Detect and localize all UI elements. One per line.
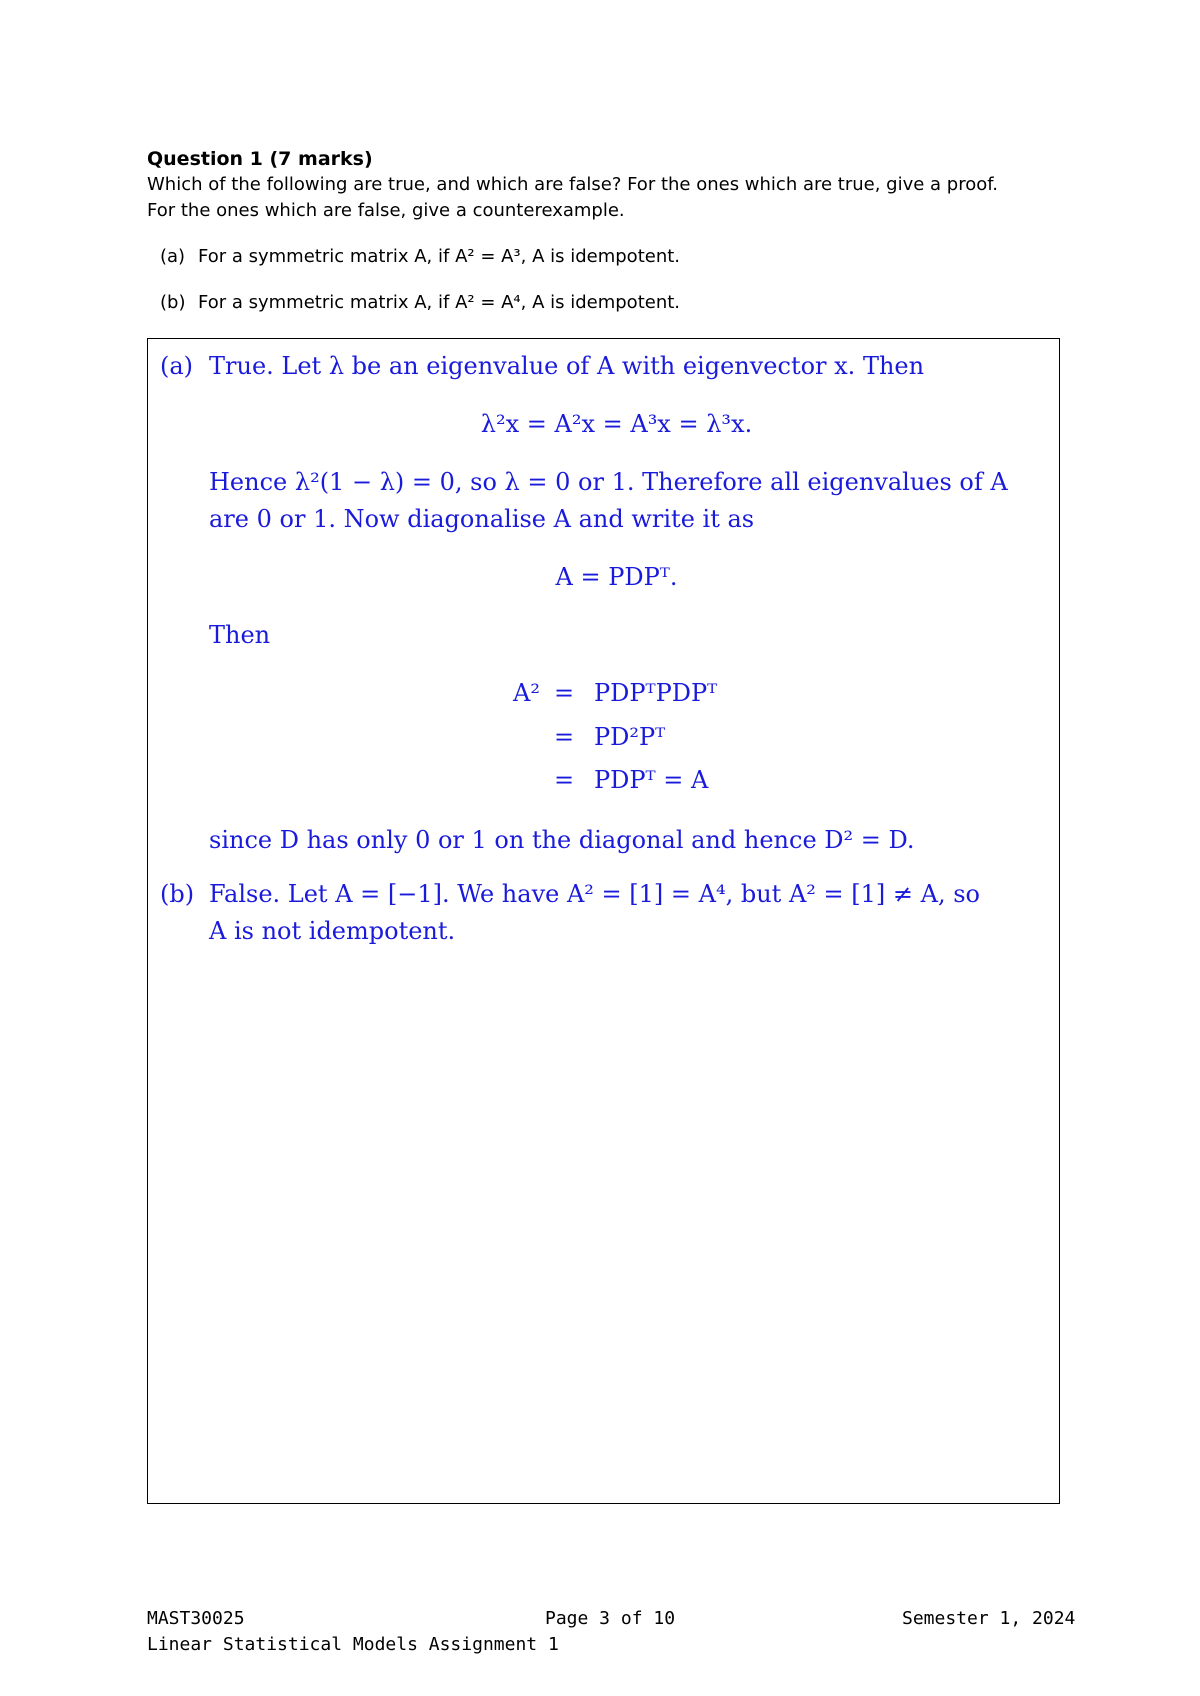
align-eq: = bbox=[553, 723, 575, 751]
answer-a-then: Then bbox=[209, 621, 271, 649]
answer-a-line3: are 0 or 1. Now diagonalise A and write it as bbox=[209, 505, 755, 533]
answer-a-line4: since D has only 0 or 1 on the diagonal and hence D² = D. bbox=[209, 826, 915, 854]
footer-page-number: Page 3 of 10 bbox=[545, 1608, 676, 1629]
part-b-text: For a symmetric matrix A, if A² = A⁴, A is idempotent. bbox=[198, 292, 681, 313]
part-a-label: (a) bbox=[160, 246, 186, 267]
question-intro bbox=[147, 172, 1067, 224]
align-row-3 bbox=[0, 766, 1200, 802]
part-b-label: (b) bbox=[160, 292, 186, 313]
question-intro-line2: For the ones which are false, give a counterexample. bbox=[147, 200, 625, 221]
question-part-a bbox=[160, 246, 680, 267]
align-eq: = bbox=[553, 679, 575, 707]
answer-b-label: (b) bbox=[160, 880, 195, 908]
answer-a-line2: Hence λ²(1 − λ) = 0, so λ = 0 or 1. Therefore all eigenvalues of A bbox=[209, 468, 1008, 496]
footer-semester: Semester 1, 2024 bbox=[902, 1608, 1076, 1629]
align-rhs: PDPᵀ = A bbox=[594, 766, 709, 794]
align-lhs: A² bbox=[513, 679, 540, 707]
align-eq: = bbox=[553, 766, 575, 794]
answer-a-equation2: A = PDPᵀ. bbox=[555, 563, 678, 591]
align-row-1 bbox=[0, 679, 1200, 715]
footer-course-code: MAST30025 bbox=[147, 1608, 245, 1629]
question-title: Question 1 (7 marks) bbox=[147, 148, 373, 170]
question-intro-line1: Which of the following are true, and which are false? For the ones which are true, give a proof. bbox=[147, 174, 999, 195]
part-a-text: For a symmetric matrix A, if A² = A³, A is idempotent. bbox=[198, 246, 681, 267]
answer-a-equation1: λ²x = A²x = A³x = λ³x. bbox=[480, 410, 753, 438]
align-row-2 bbox=[0, 723, 1200, 759]
answer-b-line1: False. Let A = [−1]. We have A² = [1] = A⁴, but A² = [1] ≠ A, so bbox=[209, 880, 980, 908]
footer-course-title: Linear Statistical Models Assignment 1 bbox=[147, 1634, 559, 1655]
align-rhs: PD²Pᵀ bbox=[594, 723, 666, 751]
question-part-b bbox=[160, 292, 680, 313]
answer-b-line2: A is not idempotent. bbox=[209, 917, 456, 945]
align-rhs: PDPᵀPDPᵀ bbox=[594, 679, 718, 707]
answer-a-label: (a) bbox=[160, 352, 194, 380]
answer-a-line1: True. Let λ be an eigenvalue of A with eigenvector x. Then bbox=[209, 352, 925, 380]
